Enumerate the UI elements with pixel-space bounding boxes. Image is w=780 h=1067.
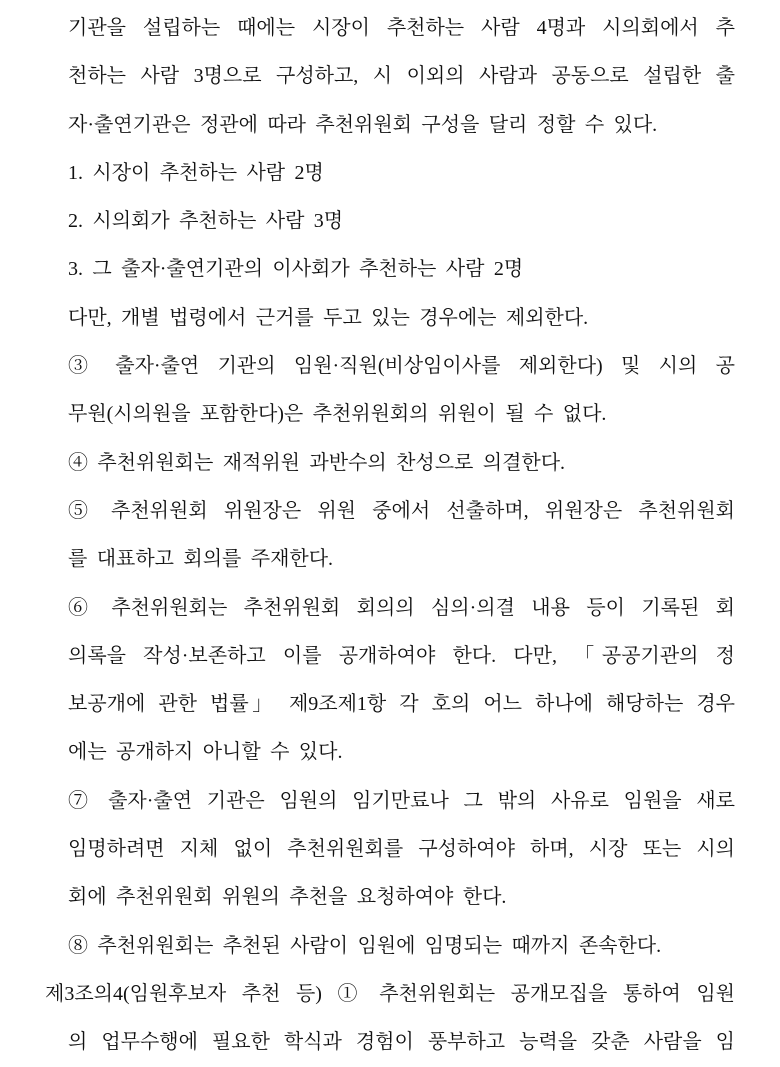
text-line: 기관을 설립하는 때에는 시장이 추천하는 사람 4명과 시의회에서 추 bbox=[68, 17, 735, 39]
text-line: ⑦ 출자·출연 기관은 임원의 임기만료나 그 밖의 사유로 임원을 새로 bbox=[68, 789, 735, 812]
text-line: ⑥ 추천위원회는 추천위원회 회의의 심의·의결 내용 등이 기록된 회 bbox=[68, 596, 735, 619]
text-line: 회에 추천위원회 위원의 추천을 요청하여야 한다. bbox=[68, 886, 507, 909]
text-line: 의 업무수행에 필요한 학식과 경험이 풍부하고 능력을 갖춘 사람을 임 bbox=[68, 1031, 735, 1054]
text-line: 자·출연기관은 정관에 따라 추천위원회 구성을 달리 정할 수 있다. bbox=[68, 113, 658, 136]
text-line: 무원(시의원을 포함한다)은 추천위원회의 위원이 될 수 없다. bbox=[68, 403, 607, 426]
text-line: 천하는 사람 3명으로 구성하고, 시 이외의 사람과 공동으로 설립한 출 bbox=[68, 65, 735, 88]
text-line: 2. 시의회가 추천하는 사람 3명 bbox=[68, 210, 344, 233]
text-line: 3. 그 출자·출연기관의 이사회가 추천하는 사람 2명 bbox=[68, 258, 524, 281]
text-line: 임명하려면 지체 없이 추천위원회를 구성하여야 하며, 시장 또는 시의 bbox=[68, 838, 735, 861]
text-line: 에는 공개하지 아니할 수 있다. bbox=[68, 741, 343, 764]
document-body bbox=[45, 4, 735, 1067]
text-line: ⑧ 추천위원회는 추천된 사람이 임원에 임명되는 때까지 존속한다. bbox=[68, 934, 662, 957]
text-line: 제3조의4(임원후보자 추천 등) ① 추천위원회는 공개모집을 통하여 임원 bbox=[45, 982, 735, 1005]
text-line: ④ 추천위원회는 재적위원 과반수의 찬성으로 의결한다. bbox=[68, 451, 566, 474]
text-line: 보공개에 관한 법률」 제9조제1항 각 호의 어느 하나에 해당하는 경우 bbox=[68, 693, 735, 716]
text-line: 의록을 작성·보존하고 이를 공개하여야 한다. 다만, 「공공기관의 정 bbox=[68, 644, 735, 667]
text-line: 다만, 개별 법령에서 근거를 두고 있는 경우에는 제외한다. bbox=[68, 306, 589, 329]
text-line: ⑤ 추천위원회 위원장은 위원 중에서 선출하며, 위원장은 추천위원회 bbox=[68, 499, 735, 522]
text-line: 를 대표하고 회의를 주재한다. bbox=[68, 548, 334, 571]
text-line: ③ 출자·출연 기관의 임원·직원(비상임이사를 제외한다) 및 시의 공 bbox=[68, 355, 735, 378]
text-line: 1. 시장이 추천하는 사람 2명 bbox=[68, 161, 324, 184]
